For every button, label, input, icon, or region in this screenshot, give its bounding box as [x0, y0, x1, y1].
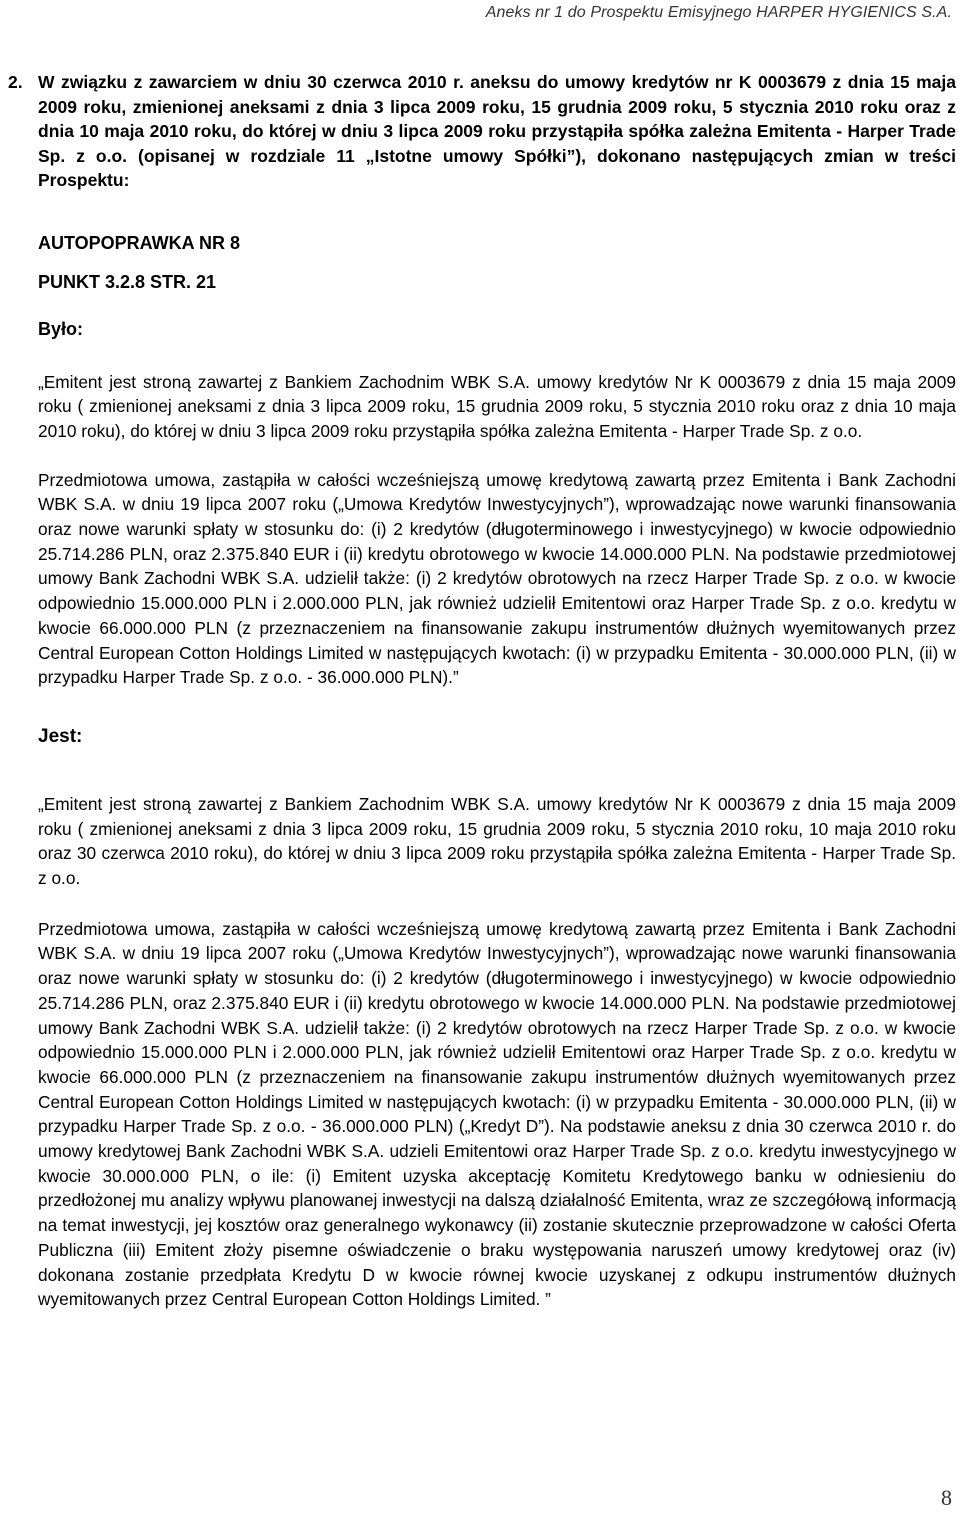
bylo-paragraph: Przedmiotowa umowa, zastąpiła w całości wcześniejszą umowę kredytową zawartą przez Emitenta i Bank Zachodni WBK S.A. w dniu 19 lipca 2007 roku („Umowa Kredytów Inwestycyjnych”), wprowadzając nowe warunki finansowania oraz nowe warunki spłaty w stosunku do: (i) 2 kredytów (długoterminowego i inwestycyjnego) w kwocie odpowiednio 25.714.286 PLN, oraz 2.375.840 EUR i (ii) kredytu obrotowego w kwocie 14.000.000 PLN. Na podstawie przedmiotowej umowy Bank Zachodni WBK S.A. udzielił także: (i) 2 kredytów obrotowych na rzecz Harper Trade Sp. z o.o. w kwocie odpowiednio 15.000.000 PLN i 2.000.000 PLN, jak również udzielił Emitentowi oraz Harper Trade Sp. z o.o. kredytu w kwocie 66.000.000 PLN (z przeznaczeniem na finansowanie zakupu instrumentów dłużnych wyemitowanych przez Central European Cotton Holdings Limited w następujących kwotach: (i) w przypadku Emitenta - 30.000.000 PLN, (ii) w przypadku Harper Trade Sp. z o.o. - 36.000.000 PLN).” — [38, 469, 956, 688]
bylo-paragraph: „Emitent jest stroną zawartej z Bankiem Zachodnim WBK S.A. umowy kredytów Nr K 0003679 z dnia 15 maja 2009 roku ( zmienionej aneksami z dnia 3 lipca 2009 roku, 15 grudnia 2009 roku, 5 stycznia 2010 roku oraz z dnia 10 maja 2010 roku), do której w dniu 3 lipca 2009 roku przystąpiła spółka zależna Emitenta - Harper Trade Sp. z o.o. — [38, 371, 956, 441]
jest-heading: Jest: — [38, 725, 83, 747]
section-intro-text: W związku z zawarciem w dniu 30 czerwca 2010 r. aneksu do umowy kredytów nr K 0003679 z dnia 15 maja 2009 roku, zmienionej aneksami z dnia 3 lipca 2009 roku, 15 grudnia 2009 roku, 5 stycznia 2010 roku oraz z dnia 10 maja 2010 roku, do której w dniu 3 lipca 2009 roku przystąpiła spółka zależna Emitenta - Harper Trade Sp. z o.o. (opisanej w rozdziale 11 „Istotne umowy Spółki”), dokonano następujących zmian w treści Prospektu: — [38, 72, 956, 190]
section-intro — [8, 70, 956, 193]
punkt-heading: PUNKT 3.2.8 STR. 21 — [38, 271, 217, 292]
page-number: 8 — [941, 1485, 952, 1510]
section-number: 2. — [8, 72, 23, 92]
running-header: Aneks nr 1 do Prospektu Emisyjnego HARPER HYGIENICS S.A. — [485, 4, 952, 21]
autopoprawka-heading: AUTOPOPRAWKA NR 8 — [38, 232, 241, 253]
jest-paragraph: Przedmiotowa umowa, zastąpiła w całości wcześniejszą umowę kredytową zawartą przez Emitenta i Bank Zachodni WBK S.A. w dniu 19 lipca 2007 roku („Umowa Kredytów Inwestycyjnych”), wprowadzając nowe warunki finansowania oraz nowe warunki spłaty w stosunku do: (i) 2 kredytów (długoterminowego i inwestycyjnego) w kwocie odpowiednio 25.714.286 PLN, oraz 2.375.840 EUR i (ii) kredytu obrotowego w kwocie 14.000.000 PLN. Na podstawie przedmiotowej umowy Bank Zachodni WBK S.A. udzielił także: (i) 2 kredytów obrotowych na rzecz Harper Trade Sp. z o.o. w kwocie odpowiednio 15.000.000 PLN i 2.000.000 PLN, jak również udzielił Emitentowi oraz Harper Trade Sp. z o.o. kredytu w kwocie 66.000.000 PLN (z przeznaczeniem na finansowanie zakupu instrumentów dłużnych wyemitowanych przez Central European Cotton Holdings Limited w następujących kwotach: (i) w przypadku Emitenta - 30.000.000 PLN, (ii) w przypadku Harper Trade Sp. z o.o. - 36.000.000 PLN) („Kredyt D”). Na podstawie aneksu z dnia 30 czerwca 2010 r. do umowy kredytowej Bank Zachodni WBK S.A. udzieli Emitentowi oraz Harper Trade Sp. z o.o. kredytu inwestycyjnego w kwocie 30.000.000 PLN, o ile: (i) Emitent uzyska akceptację Komitetu Kredytowego banku w odniesieniu do przedłożonej mu analizy wpływu planowanej inwestycji na dalszą działalność Emitenta, wraz ze szczegółową informacją na temat inwestycji, jej kosztów oraz generalnego wykonawcy (ii) zostanie skutecznie przeprowadzone w całości Oferta Publiczna (iii) Emitent złoży pisemne oświadczenie o braku występowania naruszeń umowy kredytowej oraz (iv) dokonana zostanie przedpłata Kredytu D w kwocie równej kwocie uzyskanej z odkupu instrumentów dłużnych wyemitowanych przez Central European Cotton Holdings Limited. ” — [38, 918, 956, 1310]
document-body — [8, 70, 956, 1312]
jest-paragraph: „Emitent jest stroną zawartej z Bankiem Zachodnim WBK S.A. umowy kredytów Nr K 0003679 z dnia 15 maja 2009 roku ( zmienionej aneksami z dnia 3 lipca 2009 roku, 15 grudnia 2009 roku, 5 stycznia 2010 roku, 10 maja 2010 roku oraz 30 czerwca 2010 roku), do której w dniu 3 lipca 2009 roku przystąpiła spółka zależna Emitenta - Harper Trade Sp. z o.o. — [38, 793, 956, 889]
bylo-heading: Było: — [38, 318, 83, 339]
